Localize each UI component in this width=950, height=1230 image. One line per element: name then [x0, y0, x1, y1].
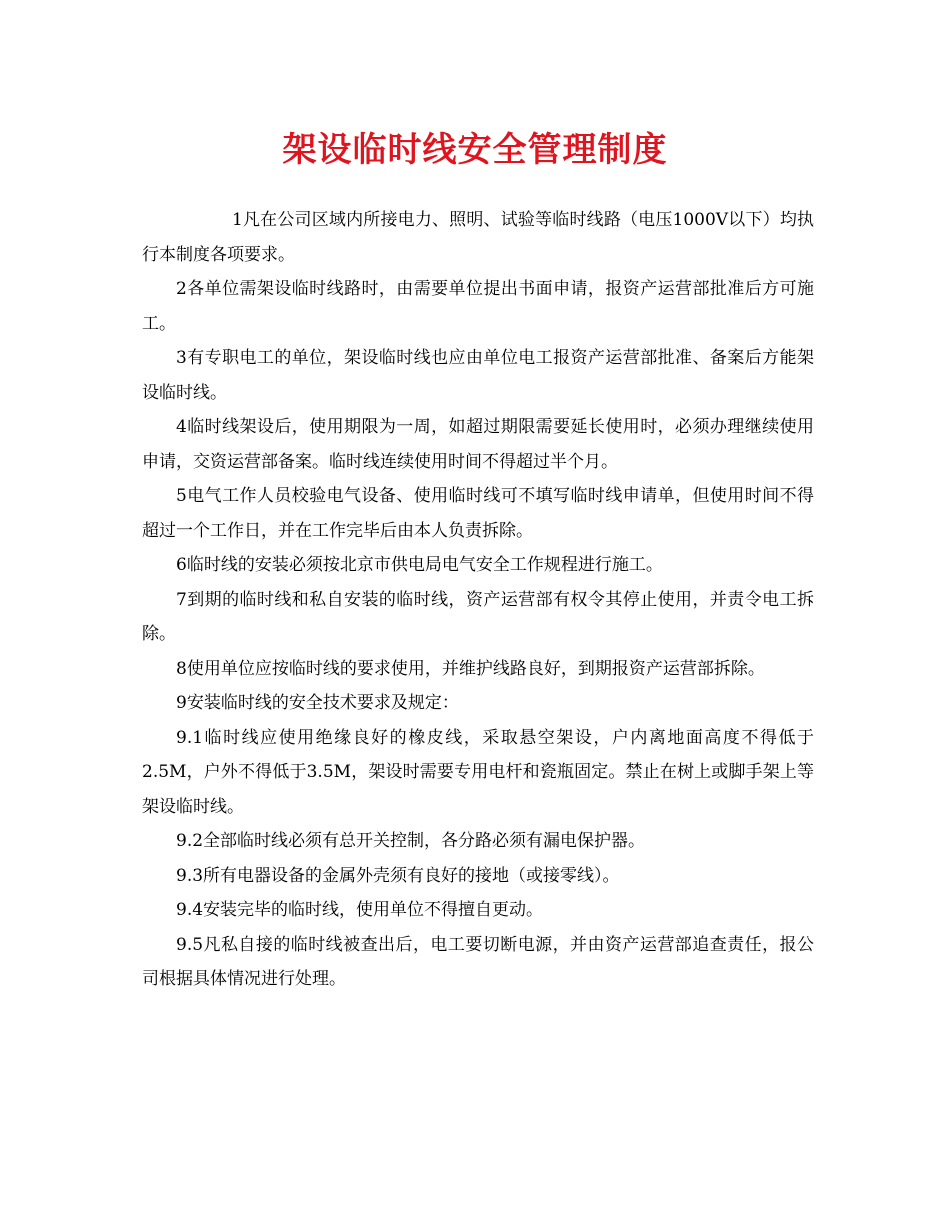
paragraph-4: 4临时线架设后，使用期限为一周，如超过期限需要延长使用时，必须办理继续使用申请，交资运营部备案。临时线连续使用时间不得超过半个月。	[142, 417, 814, 472]
paragraph-8: 8使用单位应按临时线的要求使用，并维护线路良好，到期报资产运营部拆除。	[176, 658, 765, 679]
paragraph-2: 2各单位需架设临时线路时，由需要单位提出书面申请，报资产运营部批准后方可施工。	[142, 279, 814, 334]
paragraph-5: 5电气工作人员校验电气设备、使用临时线可不填写临时线申请单，但使用时间不得超过一个工作日，并在工作完毕后由本人负责拆除。	[142, 486, 814, 541]
document-body	[142, 203, 814, 997]
paragraph-9: 9安装临时线的安全技术要求及规定：	[176, 693, 459, 713]
document-title: 架设临时线安全管理制度	[282, 130, 668, 170]
paragraph-6: 6临时线的安装必须按北京市供电局电气安全工作规程进行施工。	[176, 555, 663, 575]
paragraph-9-1: 9.1临时线应使用绝缘良好的橡皮线，采取悬空架设，户内离地面高度不得低于2.5M，户外不得低于3.5M，架设时需要专用电杆和瓷瓶固定。禁止在树上或脚手架上等架设临时线。	[142, 727, 814, 817]
paragraph-9-4: 9.4安装完毕的临时线，使用单位不得擅自更动。	[176, 900, 544, 920]
paragraph-9-3: 9.3所有电器设备的金属外壳须有良好的接地（或接零线）。	[176, 865, 620, 886]
paragraph-3: 3有专职电工的单位，架设临时线也应由单位电工报资产运营部批准、备案后方能架设临时线。	[142, 348, 814, 403]
paragraph-9-2: 9.2全部临时线必须有总开关控制，各分路必须有漏电保护器。	[176, 831, 646, 851]
paragraph-9-5: 9.5凡私自接的临时线被查出后，电工要切断电源，并由资产运营部追查责任，报公司根据具体情况进行处理。	[142, 934, 814, 989]
paragraph-7: 7到期的临时线和私自安装的临时线，资产运营部有权令其停止使用，并责令电工拆除。	[142, 589, 814, 644]
paragraph-1: 1凡在公司区域内所接电力、照明、试验等临时线路（电压1000V以下）均执行本制度各项要求。	[142, 210, 814, 265]
